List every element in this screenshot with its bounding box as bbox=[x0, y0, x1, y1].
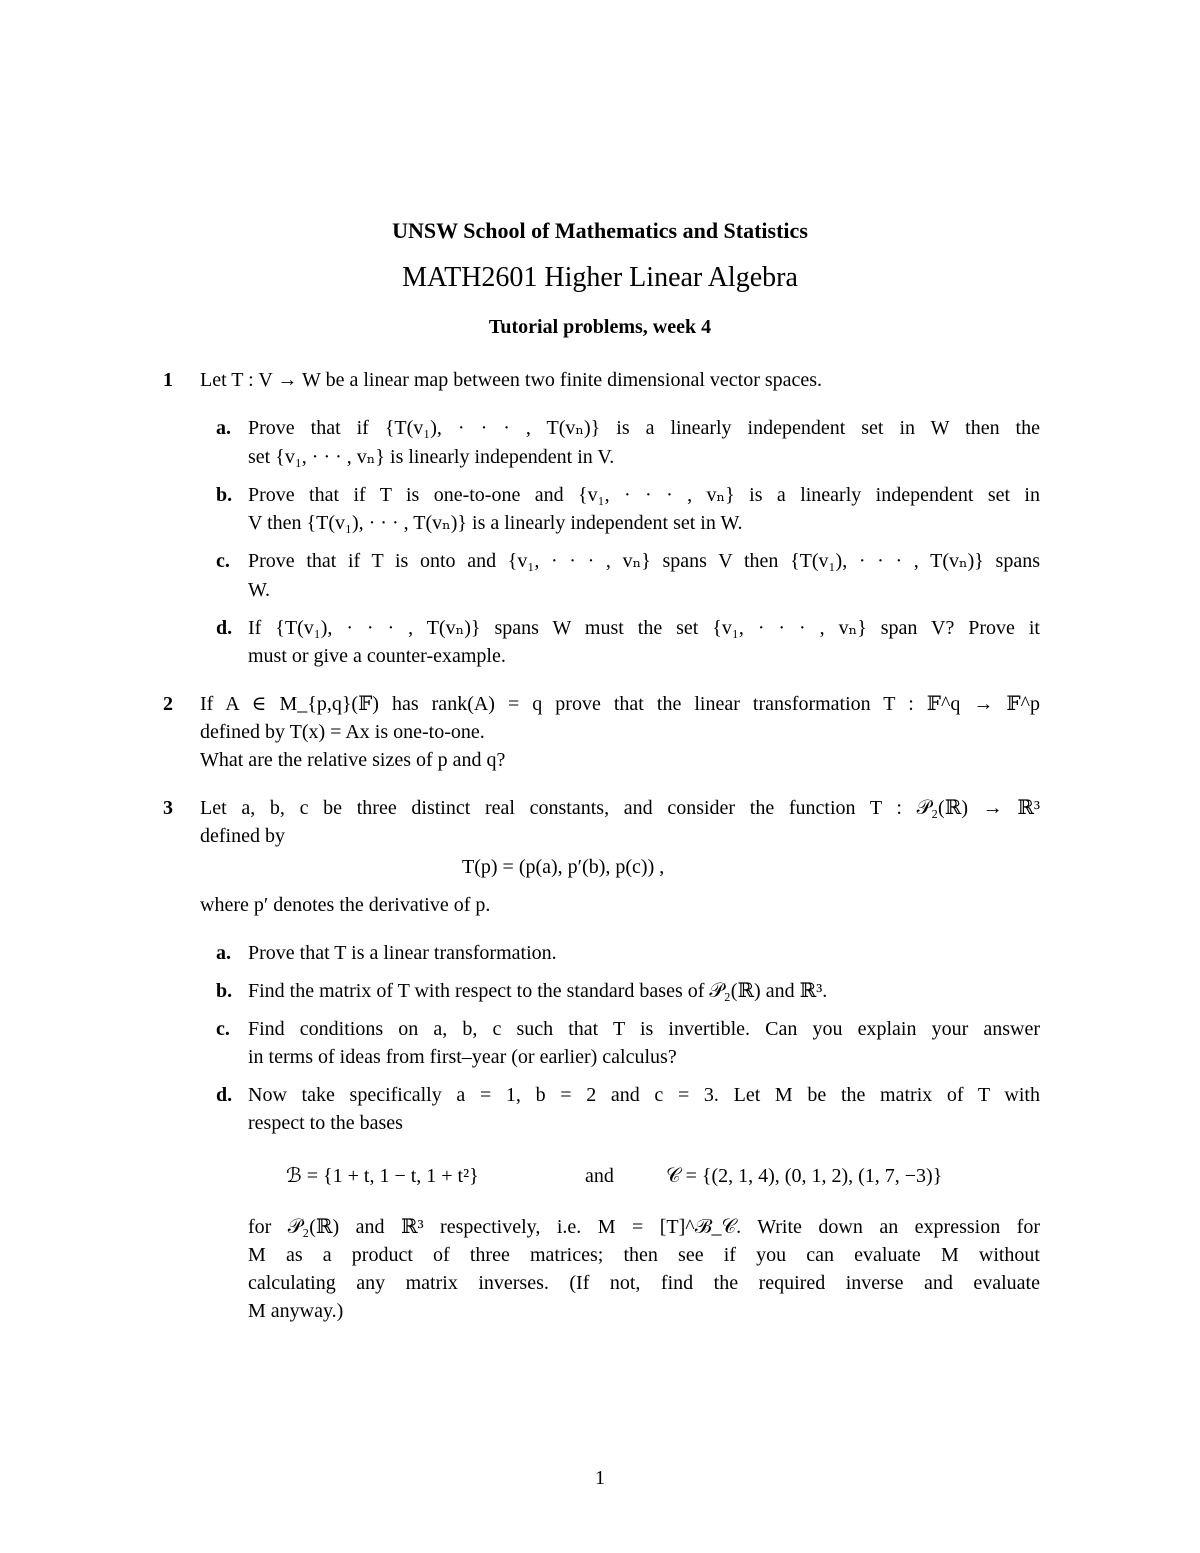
problem-1d-label: d. bbox=[216, 617, 233, 639]
problem-3d-closing-line-4: M anyway.) bbox=[248, 1300, 344, 1322]
problem-1a-line-1: Prove that if {T(v₁), · · · , T(vₙ)} is a linearly independent set in W then the bbox=[248, 417, 1040, 439]
problem-3c-line-2: in terms of ideas from first–year (or earlier) calculus? bbox=[248, 1046, 677, 1068]
problem-3-number: 3 bbox=[163, 797, 173, 819]
problem-1b-label: b. bbox=[216, 484, 233, 506]
school-heading: UNSW School of Mathematics and Statistics bbox=[392, 218, 808, 243]
page-number: 1 bbox=[595, 1467, 605, 1489]
problem-3a-line-1: Prove that T is a linear transformation. bbox=[248, 942, 557, 964]
problem-3-after-text: where p′ denotes the derivative of p. bbox=[200, 894, 491, 916]
problem-2-line-1: If A ∈ M_{p,q}(𝔽) has rank(A) = q prove that the linear transformation T : 𝔽^q → 𝔽^p bbox=[200, 693, 1040, 715]
problem-2-number: 2 bbox=[163, 693, 173, 715]
problem-1d-line-2: must or give a counter-example. bbox=[248, 645, 506, 667]
problem-3-line-2: defined by bbox=[200, 825, 285, 847]
problem-2-line-3: What are the relative sizes of p and q? bbox=[200, 749, 506, 771]
problem-3d-closing-line-2: M as a product of three matrices; then see if you can evaluate M without bbox=[248, 1244, 1040, 1266]
problem-3d-closing-line-3: calculating any matrix inverses. (If not, find the required inverse and evaluate bbox=[248, 1272, 1040, 1294]
problem-1b-line-1: Prove that if T is one-to-one and {v₁, · · · , vₙ} is a linearly independent set in bbox=[248, 484, 1040, 506]
problem-3-display-equation: T(p) = (p(a), p′(b), p(c)) , bbox=[462, 856, 665, 878]
course-title: MATH2601 Higher Linear Algebra bbox=[402, 262, 798, 293]
basis-c-equation: 𝒞 = {(2, 1, 4), (0, 1, 2), (1, 7, −3)} bbox=[666, 1165, 943, 1187]
problem-1c-line-2: W. bbox=[248, 579, 271, 601]
problem-1a-label: a. bbox=[216, 417, 231, 439]
problem-1d-line-1: If {T(v₁), · · · , T(vₙ)} spans W must the set {v₁, · · · , vₙ} span V? Prove it bbox=[248, 617, 1040, 639]
problem-3d-line-1: Now take specifically a = 1, b = 2 and c = 3. Let M be the matrix of T with bbox=[248, 1084, 1040, 1106]
problem-1c-label: c. bbox=[216, 550, 230, 572]
problem-3c-line-1: Find conditions on a, b, c such that T is invertible. Can you explain your answer bbox=[248, 1018, 1040, 1040]
problem-1c-line-1: Prove that if T is onto and {v₁, · · · , vₙ} spans V then {T(v₁), · · · , T(vₙ)} spans bbox=[248, 550, 1040, 572]
problem-1a-line-2: set {v₁, · · · , vₙ} is linearly independent in V. bbox=[248, 446, 615, 468]
problem-3a-label: a. bbox=[216, 942, 231, 964]
problem-1-statement: Let T : V → W be a linear map between two finite dimensional vector spaces. bbox=[200, 369, 823, 391]
problem-3d-line-2: respect to the bases bbox=[248, 1112, 403, 1134]
problem-3b-line-1: Find the matrix of T with respect to the standard bases of 𝒫₂(ℝ) and ℝ³. bbox=[248, 980, 828, 1002]
problem-3d-closing-line-1: for 𝒫₂(ℝ) and ℝ³ respectively, i.e. M = [T]^ℬ_𝒞. Write down an expression for bbox=[248, 1216, 1040, 1238]
tutorial-subtitle: Tutorial problems, week 4 bbox=[488, 316, 712, 338]
problem-2-line-2: defined by T(x) = Ax is one-to-one. bbox=[200, 721, 485, 743]
problem-1b-line-2: V then {T(v₁), · · · , T(vₙ)} is a linearly independent set in W. bbox=[248, 512, 743, 534]
problem-1-number: 1 bbox=[163, 369, 173, 391]
problem-3b-label: b. bbox=[216, 980, 233, 1002]
problem-3-line-1: Let a, b, c be three distinct real constants, and consider the function T : 𝒫₂(ℝ) → ℝ³ bbox=[200, 797, 1040, 819]
problem-3c-label: c. bbox=[216, 1018, 230, 1040]
basis-b-equation: ℬ = {1 + t, 1 − t, 1 + t²} bbox=[286, 1165, 479, 1187]
problem-3d-label: d. bbox=[216, 1084, 233, 1106]
bases-and: and bbox=[585, 1165, 614, 1187]
